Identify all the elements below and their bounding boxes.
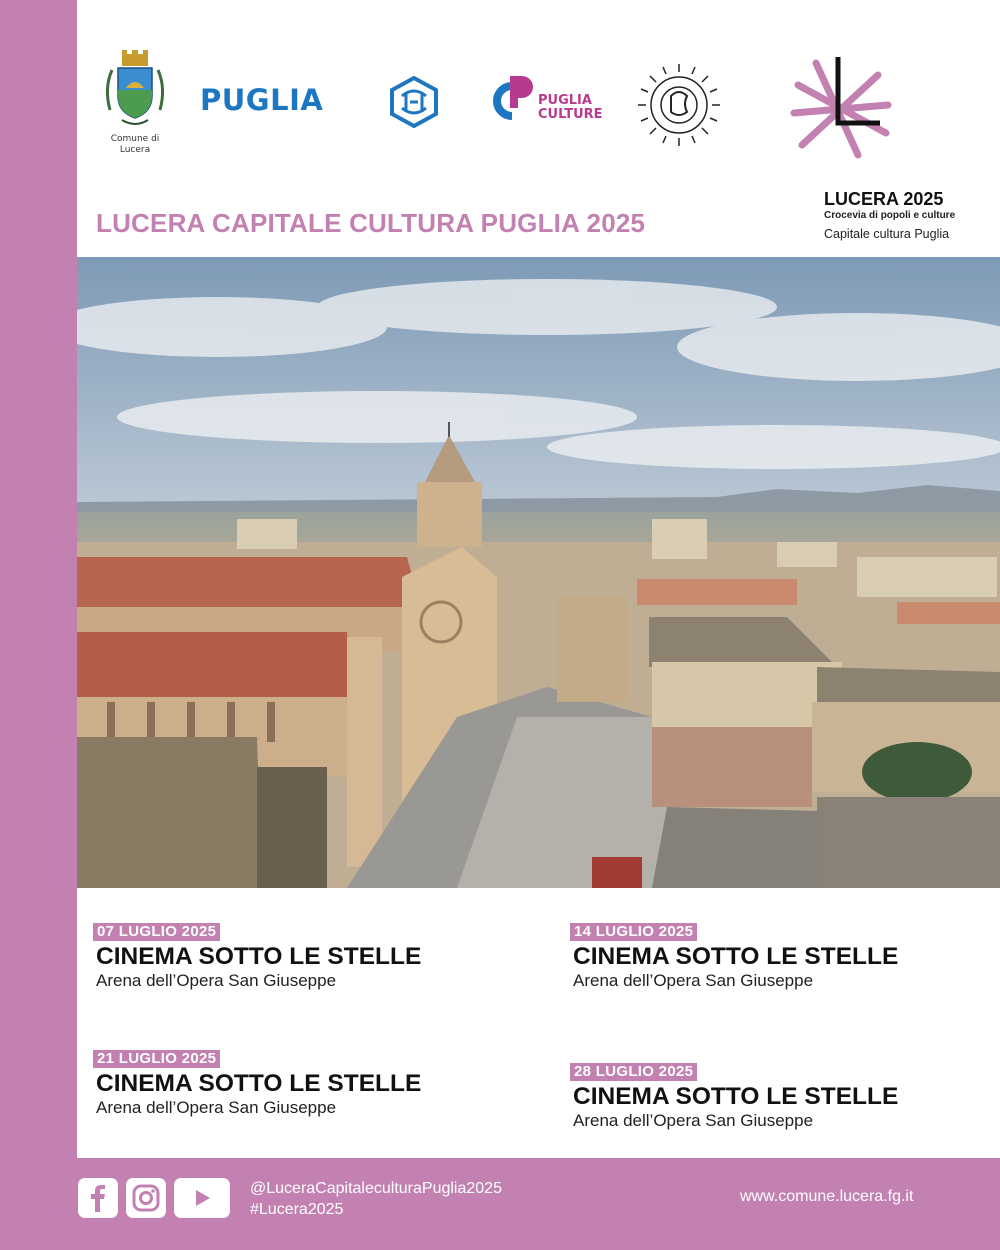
lucera-2025-logo: [788, 55, 958, 245]
lucera-logo-subtitle: Crocevia di popoli e culture: [824, 210, 956, 221]
puglia-culture-line2: CULTURE: [538, 107, 603, 122]
lucera-star-icon: [788, 55, 898, 165]
instagram-icon: [126, 1178, 166, 1218]
event-card: [93, 1048, 493, 1118]
event-title: CINEMA SOTTO LE STELLE: [96, 1070, 422, 1097]
facebook-icon: [78, 1178, 118, 1218]
event-date: 07 LUGLIO 2025: [93, 923, 220, 941]
puglia-logo: PUGLIA: [200, 83, 324, 117]
facebook-button[interactable]: [78, 1178, 118, 1218]
event-date: 28 LUGLIO 2025: [570, 1063, 697, 1081]
pc-monogram-icon: [486, 72, 540, 126]
footer-hashtag[interactable]: #Lucera2025: [250, 1201, 344, 1218]
event-venue: Arena dell’Opera San Giuseppe: [96, 1098, 337, 1117]
crest-caption-line2: Lucera: [119, 145, 151, 155]
event-venue: Arena dell’Opera San Giuseppe: [573, 1111, 814, 1130]
youtube-icon: [174, 1178, 230, 1218]
puglia-culture-line1: PUGLIA: [538, 93, 592, 108]
page-headline: LUCERA CAPITALE CULTURA PUGLIA 2025: [96, 208, 646, 238]
event-title: CINEMA SOTTO LE STELLE: [573, 943, 899, 970]
capitale-cultura-seal-logo: [636, 62, 722, 148]
event-venue: Arena dell’Opera San Giuseppe: [96, 971, 337, 990]
seal-icon: [636, 62, 722, 148]
footer-social-handle[interactable]: @LuceraCapitaleculturaPuglia2025: [250, 1180, 502, 1197]
crest-caption-line1: Comune di: [110, 134, 160, 144]
footer-website-link[interactable]: www.comune.lucera.fg.it: [740, 1188, 914, 1205]
event-card: [570, 1061, 970, 1131]
cathedral-aerial-photo: [77, 257, 1000, 888]
knot-logo: [388, 76, 440, 128]
knot-icon: [388, 76, 440, 128]
crest-icon: [102, 48, 168, 130]
lucera-logo-title: LUCERA 2025: [824, 189, 944, 209]
event-card: [93, 921, 493, 991]
puglia-culture-logo: [486, 72, 606, 126]
event-card: [570, 921, 970, 991]
left-color-band: [0, 0, 77, 1250]
youtube-button[interactable]: [174, 1178, 230, 1218]
event-title: CINEMA SOTTO LE STELLE: [96, 943, 422, 970]
instagram-button[interactable]: [126, 1178, 166, 1218]
comune-crest-logo: [100, 48, 170, 158]
event-title: CINEMA SOTTO LE STELLE: [573, 1083, 899, 1110]
event-date: 21 LUGLIO 2025: [93, 1050, 220, 1068]
event-date: 14 LUGLIO 2025: [570, 923, 697, 941]
event-venue: Arena dell’Opera San Giuseppe: [573, 971, 814, 990]
lucera-logo-tagline: Capitale cultura Puglia: [824, 227, 950, 241]
